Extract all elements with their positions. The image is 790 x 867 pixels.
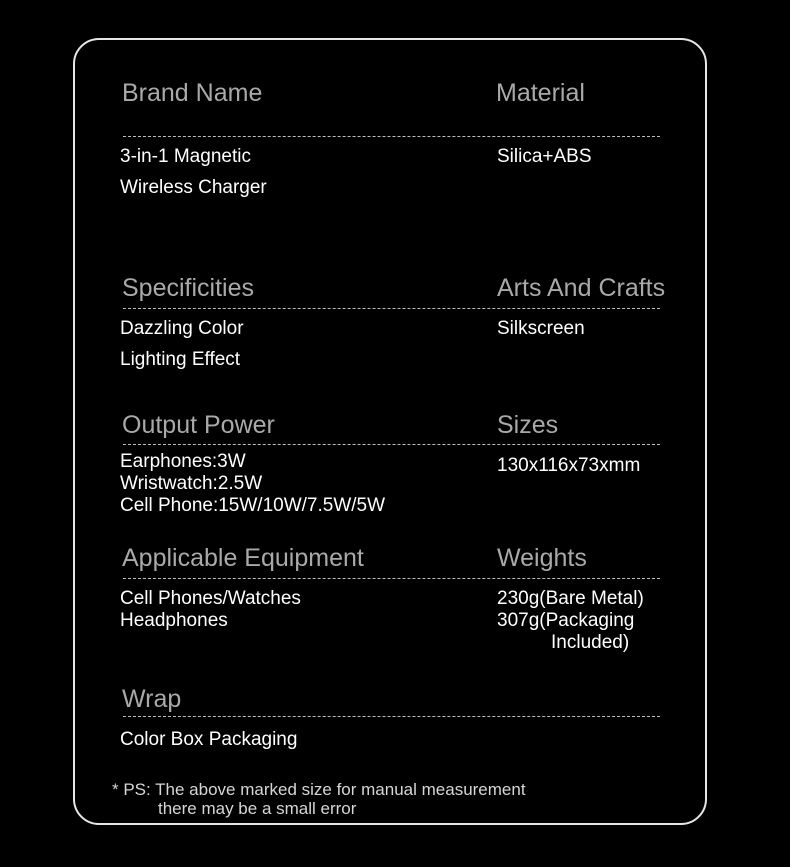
arts-and-crafts-label: Arts And Crafts (497, 274, 666, 302)
arts-and-crafts-value: Silkscreen (497, 318, 585, 339)
brand-name-label: Brand Name (122, 79, 263, 107)
weights-value-line-2: 307g(Packaging (497, 610, 635, 631)
divider-equipment-weights (123, 578, 660, 579)
output-power-value-line-1: Earphones:3W (120, 451, 246, 472)
divider-wrap (123, 716, 660, 717)
weights-label: Weights (497, 544, 587, 572)
divider-specificities-arts (123, 308, 660, 309)
divider-brand-material (123, 136, 660, 137)
applicable-equipment-value-line-2: Headphones (120, 610, 228, 631)
brand-name-value-line-2: Wireless Charger (120, 177, 267, 198)
footnote-line-2: there may be a small error (158, 799, 357, 818)
applicable-equipment-label: Applicable Equipment (122, 544, 364, 572)
footnote-line-1: * PS: The above marked size for manual measurement (112, 780, 526, 799)
applicable-equipment-value-line-1: Cell Phones/Watches (120, 588, 301, 609)
wrap-value: Color Box Packaging (120, 729, 298, 750)
divider-output-sizes (123, 444, 660, 445)
sizes-label: Sizes (497, 411, 559, 439)
brand-name-value-line-1: 3-in-1 Magnetic (120, 146, 251, 167)
material-value: Silica+ABS (497, 146, 592, 167)
specificities-value-line-1: Dazzling Color (120, 318, 244, 339)
output-power-value-line-2: Wristwatch:2.5W (120, 473, 263, 494)
material-label: Material (496, 79, 585, 107)
output-power-value-line-3: Cell Phone:15W/10W/7.5W/5W (120, 495, 386, 516)
sizes-value: 130x116x73xmm (497, 455, 641, 476)
specificities-value-line-2: Lighting Effect (120, 349, 241, 370)
output-power-label: Output Power (122, 411, 275, 439)
weights-value-line-3: Included) (551, 632, 630, 653)
weights-value-line-1: 230g(Bare Metal) (497, 588, 644, 609)
wrap-label: Wrap (122, 685, 182, 713)
specificities-label: Specificities (122, 274, 254, 302)
